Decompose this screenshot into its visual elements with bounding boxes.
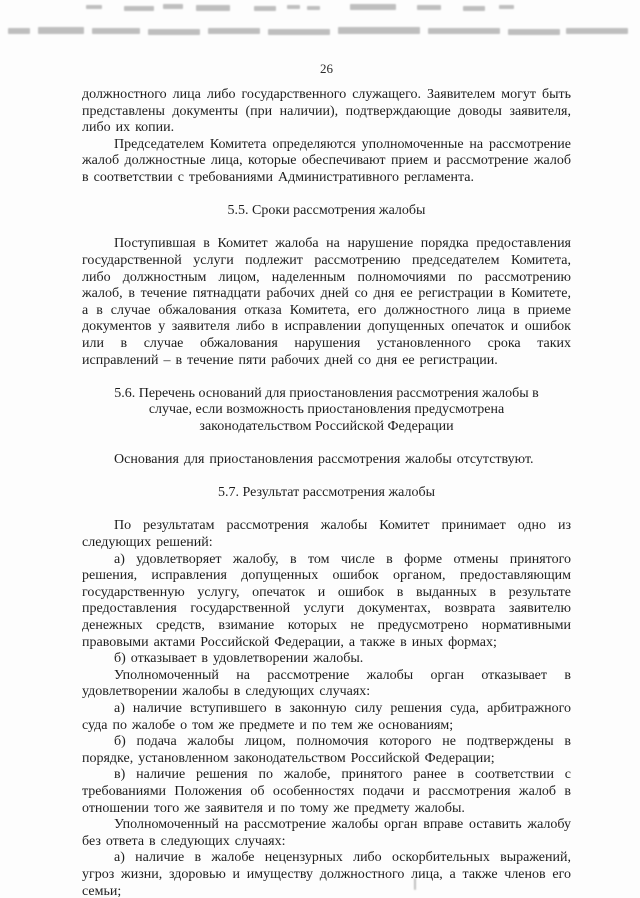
scan-smudge bbox=[124, 6, 154, 11]
body-paragraph: Основания для приостановления рассмотрения жалобы отсутствуют. bbox=[114, 452, 534, 468]
body-paragraph: б) подача жалобы лицом, полномочия которого не подтверждены в порядке, установленном законодательством Российской Федерации; bbox=[82, 734, 571, 766]
body-paragraph: Уполномоченный на рассмотрение жалобы орган отказывает в удовлетворении жалобы в следующих случаях: bbox=[82, 667, 571, 700]
scan-smudge bbox=[208, 28, 260, 34]
scan-smudge bbox=[307, 6, 320, 10]
scan-smudge bbox=[8, 28, 30, 34]
body-paragraph: Поступившая в Комитет жалоба на нарушение порядка предоставления государственной услуги подлежит рассмотрению председателем Комитета, либо должностным лицом, наделенным полномочиями по рассмотрению жалоб, в течение пятнадцати рабочих дней со дня ее регистрации в Комитете, а в случае обжалования отказа Комитета, его должностного лица в приеме документов у заявителя либо в исправлении допущенных опечаток и ошибок или в случае обжалования нарушения установленного срока таких исправлений – в течение пяти рабочих дней со дня ее регистрации. bbox=[82, 236, 571, 368]
body-paragraph: Председателем Комитета определяются уполномоченные на рассмотрение жалоб должностные лица, которые обеспечивают прием и рассмотрение жалоб в соответствии с требованиями Административного регламента. bbox=[82, 136, 571, 185]
scan-smudge bbox=[417, 5, 441, 10]
page-number: 26 bbox=[320, 61, 333, 76]
section-heading: 5.7. Результат рассмотрения жалобы bbox=[218, 485, 435, 501]
scan-smudge bbox=[196, 5, 230, 11]
body-paragraph: Уполномоченный на рассмотрение жалобы орган вправе оставить жалобу без ответа в следующих случаях: bbox=[82, 817, 571, 849]
body-paragraph: б) отказывает в удовлетворении жалобы. bbox=[114, 651, 364, 667]
scan-smudge bbox=[268, 29, 330, 35]
body-paragraph: а) наличие вступившего в законную силу решения суда, арбитражного суда по жалобе о том же предмете и по тем же основаниям; bbox=[82, 700, 571, 733]
scan-smudge bbox=[338, 27, 420, 34]
scan-smudge bbox=[566, 28, 628, 34]
scan-smudge bbox=[287, 5, 300, 9]
scan-smudge bbox=[163, 4, 183, 9]
scan-smudge bbox=[508, 29, 560, 35]
body-paragraph: в) наличие решения по жалобе, принятого ранее в соответствии с требованиями Положения об особенностях подачи и рассмотрения жалоб в отношении того же заявителя и по тому же предмету жалобы. bbox=[82, 767, 571, 816]
scan-smudge bbox=[428, 28, 500, 34]
scan-smudge bbox=[254, 6, 276, 11]
scan-smudge bbox=[92, 28, 140, 34]
body-paragraph: По результатам рассмотрения жалобы Комитет принимает одно из следующих решений: bbox=[82, 518, 571, 551]
body-paragraph: должностного лица либо государственного служащего. Заявителем могут быть представлены документы (при наличии), подтверждающие доводы заявителя, либо их копии. bbox=[82, 87, 571, 136]
scan-smudge bbox=[414, 878, 416, 890]
section-heading: 5.6. Перечень оснований для приостановления рассмотрения жалобы в случае, если возможность приостановления предусмотрена законодательством Российской Федерации bbox=[114, 385, 539, 434]
body-paragraph: а) удовлетворяет жалобу, в том числе в форме отмены принятого решения, исправления допущенных ошибок органом, предоставляющим государственную услугу, опечаток и ошибок в выданных в результате предоставления государственной услуги документах, возврата заявителю денежных средств, взимание которых не предусмотрено нормативными правовыми актами Российской Федерации, а также в иных формах; bbox=[82, 551, 571, 650]
scan-smudge bbox=[463, 6, 485, 11]
section-heading: 5.5. Сроки рассмотрения жалобы bbox=[227, 203, 426, 219]
scan-smudge bbox=[350, 4, 396, 10]
body-paragraph: а) наличие в жалобе нецензурных либо оскорбительных выражений, угроз жизни, здоровью и имуществу должностного лица, а также членов его семьи; bbox=[82, 850, 571, 898]
scan-smudge bbox=[38, 27, 84, 34]
scan-smudge bbox=[86, 5, 102, 9]
document-content bbox=[82, 87, 571, 898]
scan-smudge bbox=[148, 29, 200, 35]
scan-smudge bbox=[499, 5, 514, 9]
